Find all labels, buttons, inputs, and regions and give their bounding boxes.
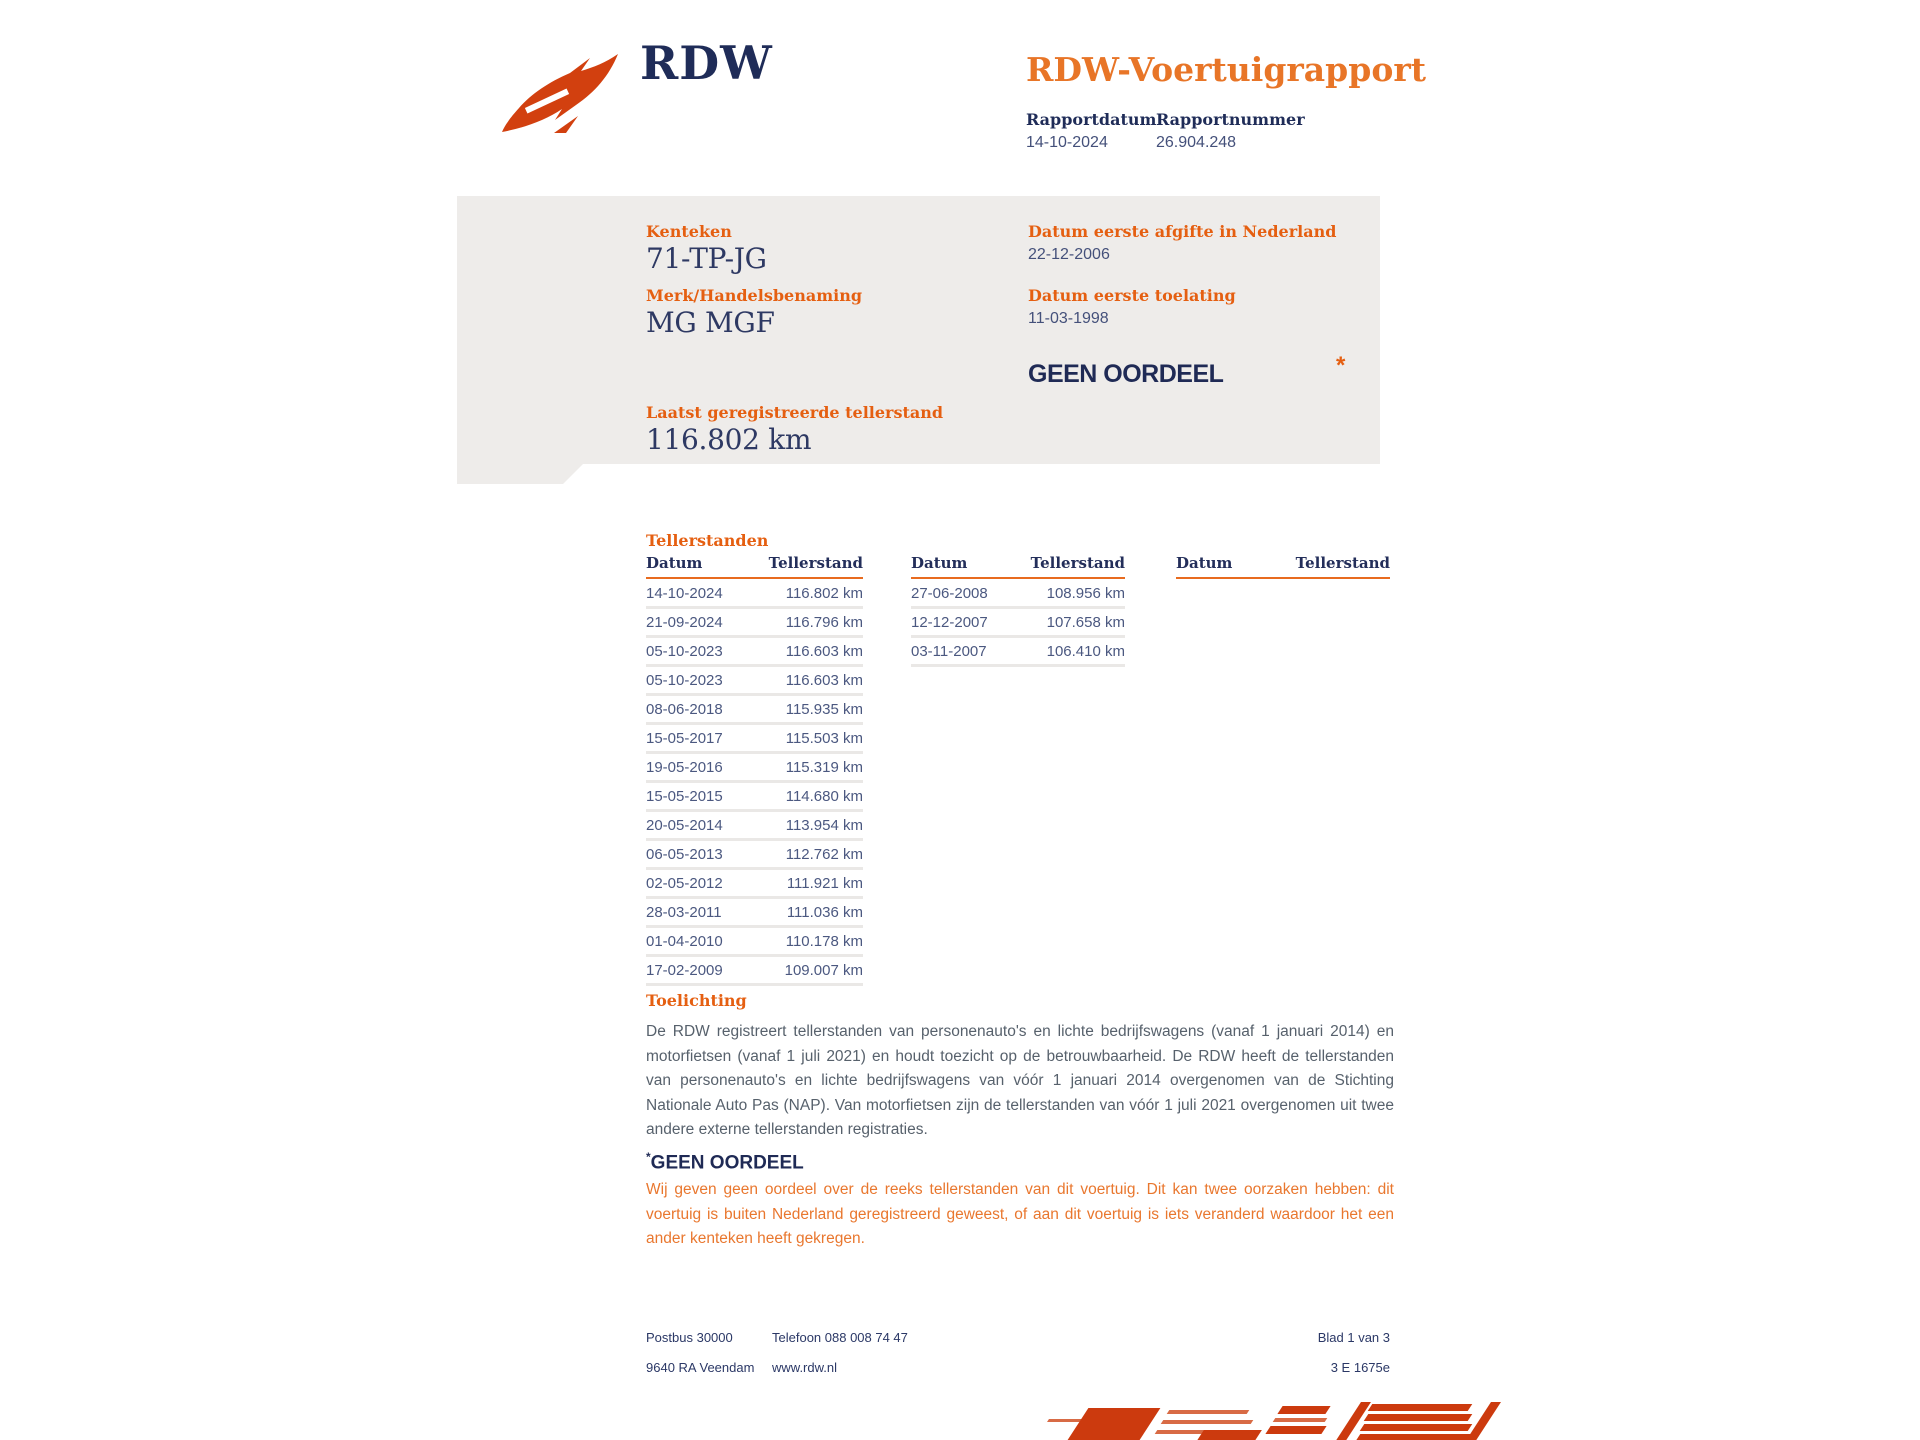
- stripe: [1273, 1418, 1328, 1422]
- odometer-cell: 116.796 km: [785, 614, 863, 631]
- odometer-cell: 115.503 km: [785, 730, 863, 747]
- geen-oordeel-heading: [646, 1150, 804, 1174]
- odometer-cell: 114.680 km: [785, 788, 863, 805]
- toelichting-heading: Toelichting: [646, 991, 747, 1010]
- footer-address-line1: Postbus 30000: [646, 1330, 733, 1345]
- table-header-row: [646, 554, 863, 579]
- rdw-wing-logo-icon: [498, 46, 626, 134]
- report-date-value: 14-10-2024: [1026, 134, 1108, 151]
- odometer-cell: 113.954 km: [785, 817, 863, 834]
- merk-label: Merk/Handelsbenaming: [646, 286, 863, 305]
- table-row: [646, 928, 863, 957]
- stripe: [1465, 1402, 1501, 1440]
- date-cell: 14-10-2024: [646, 585, 723, 602]
- verdict-asterisk: *: [1336, 352, 1346, 379]
- stripe: [1364, 1414, 1473, 1421]
- odometer-table-1: [646, 554, 863, 986]
- odometer-cell: 107.658 km: [1046, 614, 1125, 631]
- report-date-label: Rapportdatum: [1026, 110, 1157, 129]
- tellerstand-column-header: Tellerstand: [1030, 554, 1125, 572]
- table-row: [911, 609, 1125, 638]
- report-number-value: 26.904.248: [1156, 134, 1237, 151]
- geen-oordeel-heading-text: GEEN OORDEEL: [650, 1152, 804, 1174]
- date-cell: 03-11-2007: [911, 643, 987, 660]
- date-cell: 28-03-2011: [646, 904, 722, 921]
- stripe: [1161, 1420, 1254, 1424]
- table-row: [646, 812, 863, 841]
- table-row: [646, 899, 863, 928]
- table-row: [646, 696, 863, 725]
- date-cell: 05-10-2023: [646, 672, 723, 689]
- last-odometer-value: 116.802 km: [646, 423, 812, 456]
- table-row: [646, 580, 863, 609]
- odometer-table-2: [911, 554, 1125, 667]
- odometer-cell: 115.935 km: [785, 701, 863, 718]
- geen-oordeel-asterisk: *: [646, 1150, 651, 1164]
- stripe: [1265, 1426, 1326, 1434]
- date-cell: 15-05-2017: [646, 730, 723, 747]
- stripe: [1368, 1404, 1473, 1411]
- table-row: [646, 841, 863, 870]
- stripe: [1167, 1410, 1250, 1414]
- datum-column-header: Datum: [646, 554, 703, 572]
- date-cell: 02-05-2012: [646, 875, 723, 892]
- footer-page-info: Blad 1 van 3: [1317, 1330, 1390, 1345]
- date-cell: 15-05-2015: [646, 788, 723, 805]
- date-cell: 12-12-2007: [911, 614, 988, 631]
- table-header-row: [911, 554, 1125, 579]
- stripe: [1356, 1434, 1473, 1440]
- footer-doc-code: 3 E 1675e: [1330, 1360, 1390, 1375]
- datum-column-header: Datum: [1176, 554, 1233, 572]
- odometer-cell: 108.956 km: [1046, 585, 1125, 602]
- last-odometer-label: Laatst geregistreerde tellerstand: [646, 403, 944, 422]
- table-row: [911, 638, 1125, 667]
- table-row: [646, 638, 863, 667]
- verdict-text: GEEN OORDEEL: [1028, 360, 1224, 388]
- stripe: [1068, 1408, 1161, 1440]
- odometer-cell: 111.036 km: [786, 904, 863, 921]
- tellerstanden-heading: Tellerstanden: [646, 531, 769, 550]
- odometer-cell: 110.178 km: [785, 933, 863, 950]
- table-row: [646, 783, 863, 812]
- footer-website: www.rdw.nl: [772, 1360, 838, 1375]
- tellerstand-column-header: Tellerstand: [1295, 554, 1390, 572]
- table-row: [646, 725, 863, 754]
- table-row: [646, 754, 863, 783]
- kenteken-label: Kenteken: [646, 222, 732, 241]
- date-cell: 06-05-2013: [646, 846, 723, 863]
- table-row: [646, 667, 863, 696]
- first-issue-nl-label: Datum eerste afgifte in Nederland: [1028, 222, 1337, 241]
- odometer-cell: 109.007 km: [784, 962, 863, 979]
- odometer-cell: 106.410 km: [1046, 643, 1125, 660]
- date-cell: 27-06-2008: [911, 585, 988, 602]
- footer-address-line2: 9640 RA Veendam: [646, 1360, 755, 1375]
- date-cell: 05-10-2023: [646, 643, 723, 660]
- date-cell: 08-06-2018: [646, 701, 723, 718]
- odometer-cell: 115.319 km: [785, 759, 863, 776]
- merk-value: MG MGF: [646, 306, 775, 339]
- date-cell: 19-05-2016: [646, 759, 723, 776]
- odometer-table-3: [1176, 554, 1390, 580]
- odometer-cell: 116.603 km: [785, 672, 863, 689]
- table-row: [646, 609, 863, 638]
- report-number-label: Rapportnummer: [1156, 110, 1305, 129]
- rdw-logo-text: RDW: [640, 36, 773, 90]
- tellerstand-column-header: Tellerstand: [768, 554, 863, 572]
- first-admission-label: Datum eerste toelating: [1028, 286, 1236, 305]
- table-row: [911, 580, 1125, 609]
- kenteken-value: 71-TP-JG: [646, 242, 767, 275]
- date-cell: 20-05-2014: [646, 817, 723, 834]
- table-header-row: [1176, 554, 1390, 579]
- table-row: [646, 870, 863, 899]
- first-issue-nl-value: 22-12-2006: [1028, 246, 1110, 263]
- datum-column-header: Datum: [911, 554, 968, 572]
- date-cell: 01-04-2010: [646, 933, 723, 950]
- toelichting-paragraph: De RDW registreert tellerstanden van personenauto's en lichte bedrijfswagens (vanaf 1 januari 2014) en motorfietsen (vanaf 1 juli 2021) en houdt toezicht op de betrouwbaarheid. De RDW heeft de tellerstanden van personenauto's en lichte bedrijfswagens van vóór 1 januari 2014 overgenomen van de Stichting Nationale Auto Pas (NAP). Van motorfietsen zijn de tellerstanden van vóór 1 juli 2021 overgenomen uit twee andere externe tellerstanden registraties.: [646, 1023, 1394, 1138]
- first-admission-value: 11-03-1998: [1028, 310, 1109, 327]
- document-title: RDW-Voertuigrapport: [1026, 50, 1426, 89]
- date-cell: 17-02-2009: [646, 962, 723, 979]
- stripe: [1277, 1406, 1330, 1414]
- footer-phone: Telefoon 088 008 74 47: [772, 1330, 908, 1345]
- stripe: [1196, 1430, 1262, 1440]
- odometer-cell: 116.603 km: [785, 643, 863, 660]
- odometer-cell: 116.802 km: [785, 585, 863, 602]
- date-cell: 21-09-2024: [646, 614, 723, 631]
- odometer-cell: 111.921 km: [786, 875, 863, 892]
- speed-stripes-graphic: [1048, 1402, 1488, 1440]
- odometer-cell: 112.762 km: [785, 846, 863, 863]
- geen-oordeel-paragraph: Wij geven geen oordeel over de reeks tellerstanden van dit voertuig. Dit kan twee oorzaken hebben: dit voertuig is buiten Nederland geregistreerd geweest, of aan dit voertuig is iets veranderd waardoor het een ander kenteken heeft gekregen.: [646, 1181, 1394, 1247]
- stripe: [1360, 1424, 1473, 1431]
- table-row: [646, 957, 863, 986]
